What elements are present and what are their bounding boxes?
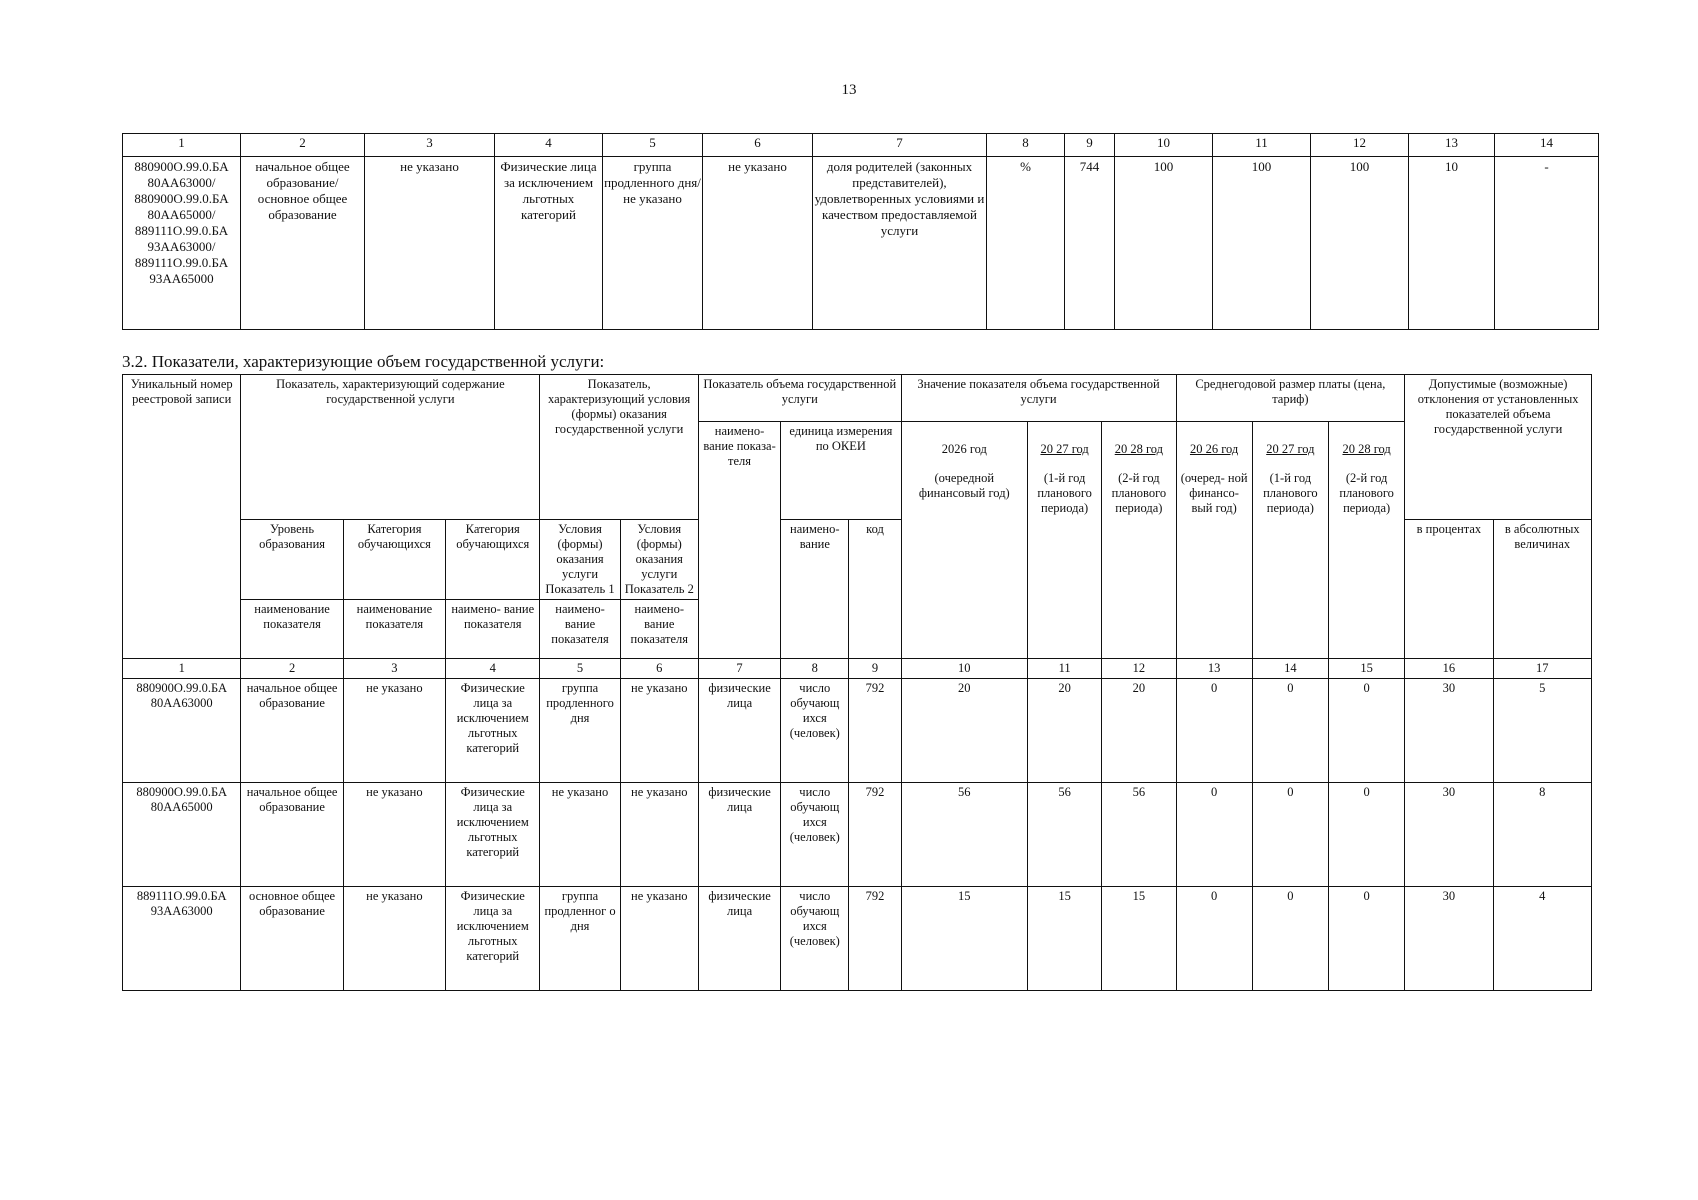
value-2026: 56 xyxy=(901,783,1027,887)
header-volume-value: Значение показателя объема государственной услуги xyxy=(901,375,1176,422)
value-2027: 20 xyxy=(1028,679,1102,783)
fee-2028: 0 xyxy=(1329,679,1405,783)
header-year-2026 xyxy=(901,422,1027,659)
section-title: 3.2. Показатели, характеризующие объем государственной услуги: xyxy=(122,352,605,371)
header-cond-2: Условия (формы) оказания услуги Показатель 2 xyxy=(620,520,698,600)
col-num: 15 xyxy=(1329,659,1405,679)
fee-2026: 0 xyxy=(1176,887,1252,991)
value-2028: 20 xyxy=(1102,679,1176,783)
condition-2: не указано xyxy=(620,679,698,783)
condition-2: не указано xyxy=(620,887,698,991)
header-cat-2: Категория обучающихся xyxy=(446,520,540,600)
fee-2028: 0 xyxy=(1329,783,1405,887)
unit-name: число обучающ ихся (человек) xyxy=(781,783,849,887)
quality-table xyxy=(122,133,1599,330)
header-name-ind: наимено- вание показателя xyxy=(620,600,698,659)
student-category-2: Физические лица за исключением льготных категорий xyxy=(495,157,603,330)
col-num: 4 xyxy=(446,659,540,679)
col-num: 4 xyxy=(495,134,603,157)
page-number: 13 xyxy=(841,82,857,98)
year-2028-sub: (2-й год планового периода) xyxy=(1111,471,1167,515)
registry-number: 880900О.99.0.БА 80АА63000 xyxy=(123,679,241,783)
okei-code: 792 xyxy=(849,679,901,783)
header-fee-2028 xyxy=(1329,422,1405,659)
header-year-2027 xyxy=(1028,422,1102,659)
year-2028-label: 20 28 год xyxy=(1114,442,1164,456)
registry-number: 880900О.99.0.БА 80АА65000 xyxy=(123,783,241,887)
indicator-name: физические лица xyxy=(698,887,780,991)
student-category-2: Физические лица за исключением льготных категорий xyxy=(446,679,540,783)
deviation-percent: 30 xyxy=(1405,679,1493,783)
deviation-percent: 30 xyxy=(1405,887,1493,991)
header-name-ind: наименование показателя xyxy=(343,600,445,659)
education-level: начальное общее образование/ основное общее образование xyxy=(241,157,365,330)
deviation-absolute: - xyxy=(1495,157,1599,330)
value-2028: 100 xyxy=(1311,157,1409,330)
col-num: 2 xyxy=(241,659,343,679)
value-2027: 15 xyxy=(1028,887,1102,991)
header-unit-code: код xyxy=(849,520,901,659)
okei-code: 792 xyxy=(849,783,901,887)
header-name-ind: наимено- вание показателя xyxy=(446,600,540,659)
col-num: 2 xyxy=(241,134,365,157)
fee-2028-label: 20 28 год xyxy=(1342,442,1391,456)
column-numbers-row xyxy=(123,659,1592,679)
condition-2: не указано xyxy=(620,783,698,887)
col-num: 3 xyxy=(365,134,495,157)
col-num: 14 xyxy=(1252,659,1328,679)
registry-number: 880900О.99.0.БА 80АА63000/ 880900О.99.0.БА 80АА65000/ 889111О.99.0.БА 93АА63000/ 889111О.99.0.БА 93АА65000 xyxy=(123,157,241,330)
year-2026-label: 2026 год xyxy=(941,442,987,456)
header-fee-2027 xyxy=(1252,422,1328,659)
header-cat-1: Категория обучающихся xyxy=(343,520,445,600)
table-row xyxy=(123,887,1592,991)
value-2027: 56 xyxy=(1028,783,1102,887)
col-num: 5 xyxy=(603,134,703,157)
header-name-ind: наимено- вание показателя xyxy=(540,600,620,659)
col-num: 12 xyxy=(1102,659,1176,679)
col-num: 9 xyxy=(1065,134,1115,157)
col-num: 11 xyxy=(1028,659,1102,679)
col-num: 1 xyxy=(123,134,241,157)
condition-1: группа продленного дня/ не указано xyxy=(603,157,703,330)
value-2026: 15 xyxy=(901,887,1027,991)
fee-2028: 0 xyxy=(1329,887,1405,991)
col-num: 13 xyxy=(1176,659,1252,679)
col-num: 9 xyxy=(849,659,901,679)
value-2028: 56 xyxy=(1102,783,1176,887)
header-row-1 xyxy=(123,375,1592,422)
indicator-name: физические лица xyxy=(698,679,780,783)
header-year-2028 xyxy=(1102,422,1176,659)
header-dev-pct: в процентах xyxy=(1405,520,1493,659)
header-content: Показатель, характеризующий содержание государственной услуги xyxy=(241,375,540,520)
col-num: 3 xyxy=(343,659,445,679)
col-num: 17 xyxy=(1493,659,1591,679)
volume-table xyxy=(122,374,1592,991)
fee-2027: 0 xyxy=(1252,783,1328,887)
table-row xyxy=(123,783,1592,887)
deviation-absolute: 4 xyxy=(1493,887,1591,991)
fee-2026: 0 xyxy=(1176,783,1252,887)
unit-name: число обучающ ихся (человек) xyxy=(781,887,849,991)
unit-name: % xyxy=(987,157,1065,330)
col-num: 6 xyxy=(620,659,698,679)
header-deviation: Допустимые (возможные) отклонения от установленных показателей объема государственной услуги xyxy=(1405,375,1592,520)
fee-2027: 0 xyxy=(1252,679,1328,783)
col-num: 1 xyxy=(123,659,241,679)
col-num: 8 xyxy=(987,134,1065,157)
year-2027-label: 20 27 год xyxy=(1040,442,1089,456)
col-num: 13 xyxy=(1409,134,1495,157)
header-volume: Показатель объема государственной услуги xyxy=(698,375,901,422)
student-category-1: не указано xyxy=(343,783,445,887)
fee-2026-label: 20 26 год xyxy=(1189,442,1239,456)
col-num: 7 xyxy=(698,659,780,679)
col-num: 10 xyxy=(1115,134,1213,157)
header-fee-2026 xyxy=(1176,422,1252,659)
value-2027: 100 xyxy=(1213,157,1311,330)
col-num: 8 xyxy=(781,659,849,679)
col-num: 14 xyxy=(1495,134,1599,157)
col-num: 5 xyxy=(540,659,620,679)
student-category-2: Физические лица за исключением льготных категорий xyxy=(446,887,540,991)
value-2026: 100 xyxy=(1115,157,1213,330)
indicator-name: физические лица xyxy=(698,783,780,887)
fee-2028-sub: (2-й год планового периода) xyxy=(1339,471,1394,515)
student-category-1: не указано xyxy=(343,679,445,783)
header-dev-abs: в абсолютных величинах xyxy=(1493,520,1591,659)
deviation-absolute: 5 xyxy=(1493,679,1591,783)
fee-2027-sub: (1-й год планового периода) xyxy=(1263,471,1318,515)
education-level: начальное общее образование xyxy=(241,783,343,887)
student-category-2: Физические лица за исключением льготных категорий xyxy=(446,783,540,887)
table-row xyxy=(123,157,1599,330)
fee-2026: 0 xyxy=(1176,679,1252,783)
okei-code: 792 xyxy=(849,887,901,991)
unit-name: число обучающ ихся (человек) xyxy=(781,679,849,783)
header-cond-1: Условия (формы) оказания услуги Показатель 1 xyxy=(540,520,620,600)
okei-code: 744 xyxy=(1065,157,1115,330)
quality-indicator: доля родителей (законных представителей), удовлетворенных условиями и качеством предоставляемой услуги xyxy=(813,157,987,330)
fee-2027-label: 20 27 год xyxy=(1266,442,1315,456)
col-num: 7 xyxy=(813,134,987,157)
header-unit: единица измерения по ОКЕИ xyxy=(781,422,901,520)
col-num: 12 xyxy=(1311,134,1409,157)
header-unit-name: наимено- вание xyxy=(781,520,849,659)
student-category-1: не указано xyxy=(365,157,495,330)
condition-1: не указано xyxy=(540,783,620,887)
registry-number: 889111О.99.0.БА 93АА63000 xyxy=(123,887,241,991)
table-row xyxy=(123,679,1592,783)
fee-2027: 0 xyxy=(1252,887,1328,991)
header-indicator-name: наимено- вание показа- теля xyxy=(698,422,780,659)
deviation-percent: 10 xyxy=(1409,157,1495,330)
fee-2026-sub: (очеред- ной финансо- вый год) xyxy=(1180,471,1248,515)
header-edu-level: Уровень образования xyxy=(241,520,343,600)
col-num: 6 xyxy=(703,134,813,157)
value-2026: 20 xyxy=(901,679,1027,783)
value-2028: 15 xyxy=(1102,887,1176,991)
header-registry: Уникальный номер реестровой записи xyxy=(123,375,241,659)
column-numbers-row xyxy=(123,134,1599,157)
deviation-absolute: 8 xyxy=(1493,783,1591,887)
condition-1: группа продленног о дня xyxy=(540,887,620,991)
student-category-1: не указано xyxy=(343,887,445,991)
year-2027-sub: (1-й год планового периода) xyxy=(1037,471,1092,515)
deviation-percent: 30 xyxy=(1405,783,1493,887)
col-num: 11 xyxy=(1213,134,1311,157)
header-conditions: Показатель, характеризующий условия (формы) оказания государственной услуги xyxy=(540,375,699,520)
header-fee: Среднегодовой размер платы (цена, тариф) xyxy=(1176,375,1405,422)
year-2026-sub: (очередной финансовый год) xyxy=(918,471,1010,500)
condition-1: группа продленного дня xyxy=(540,679,620,783)
education-level: начальное общее образование xyxy=(241,679,343,783)
col-num: 16 xyxy=(1405,659,1493,679)
col-num: 10 xyxy=(901,659,1027,679)
education-level: основное общее образование xyxy=(241,887,343,991)
condition-2: не указано xyxy=(703,157,813,330)
header-name-ind: наименование показателя xyxy=(241,600,343,659)
